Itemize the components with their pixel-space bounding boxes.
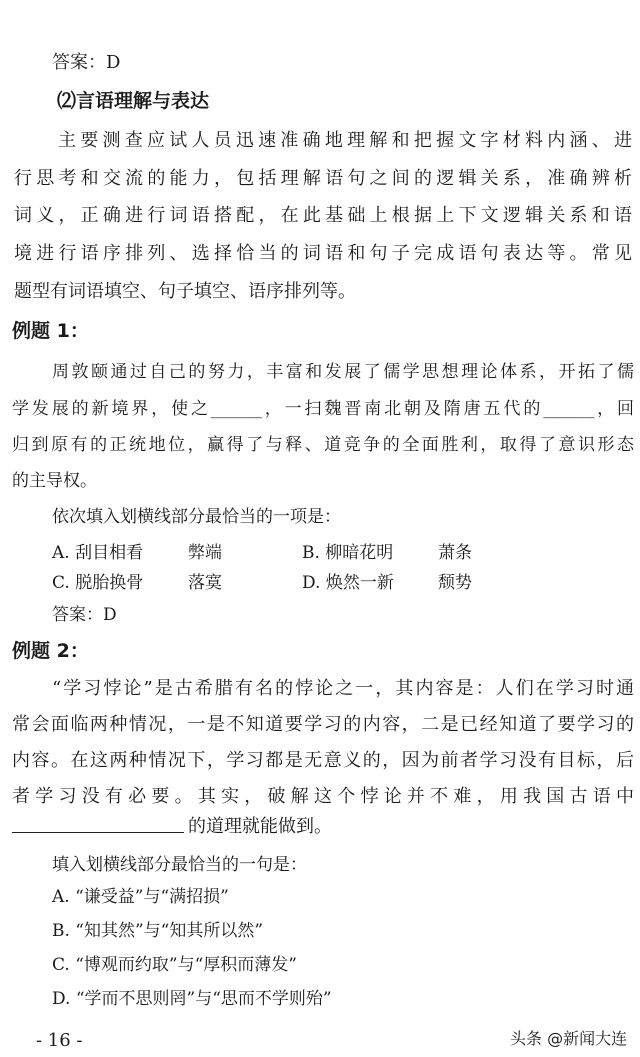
example2-option: D. “学而不思则罔”与“思而不学则殆” — [52, 989, 332, 1009]
option-c-word: 落寞 — [188, 573, 222, 593]
intro-line: 主要测查应试人员迅速准确地理解和把握文字材料内涵、进 — [58, 130, 632, 151]
example2-option: A. “谦受益”与“满招损” — [52, 887, 229, 907]
example2-passage-end: 的道理就能做到。 — [188, 816, 332, 837]
example1-passage-line: 归到原有的正统地位，赢得了与释、道竞争的全面胜利，取得了意识形态 — [12, 435, 634, 455]
option-b-word: 萧条 — [438, 543, 472, 563]
section-heading: ⑵言语理解与表达 — [57, 90, 210, 112]
option-a-word: 弊端 — [188, 543, 222, 563]
page-number: - 16 - — [36, 1030, 83, 1051]
answer-label: 答案：D — [52, 52, 121, 73]
intro-line: 行思考和交流的能力，包括理解语句之间的逻辑关系，准确辨析 — [14, 168, 632, 189]
option-d-word: 颓势 — [438, 573, 472, 593]
example1-title: 例题 1： — [12, 320, 89, 342]
option-d: D. 焕然一新 — [302, 573, 394, 593]
example2-passage-line: “学习悖论”是古希腊有名的悖论之一，其内容是：人们在学习时通 — [52, 678, 634, 699]
example1-passage-line: 周敦颐通过自己的努力，丰富和发展了儒学思想理论体系，开拓了儒 — [52, 362, 634, 382]
example2-option: B. “知其然”与“知其所以然” — [52, 921, 264, 941]
fill-in-blank-line — [12, 832, 184, 833]
example1-passage-line: 的主导权。 — [12, 471, 97, 491]
option-b: B. 柳暗花明 — [302, 543, 394, 563]
example1-passage-line: 学发展的新境界，使之______，一扫魏晋南北朝及隋唐五代的______，回 — [12, 399, 634, 419]
example2-passage-line: 内容。在这两种情况下，学习都是无意义的，因为前者学习没有目标，后 — [12, 750, 634, 771]
example1-question: 依次填入划横线部分最恰当的一项是： — [52, 507, 341, 527]
example2-option: C. “博观而约取”与“厚积而薄发” — [52, 955, 297, 975]
intro-line: 词义，正确进行词语搭配，在此基础上根据上下文逻辑关系和语 — [14, 205, 632, 226]
example2-passage-line: 者学习没有必要。其实，破解这个悖论并不难，用我国古语中 — [12, 786, 634, 807]
example2-question: 填入划横线部分最恰当的一句是： — [52, 855, 307, 875]
option-a: A. 刮目相看 — [52, 543, 144, 563]
example2-passage-line: 常会面临两种情况，一是不知道要学习的内容，二是已经知道了要学习的 — [12, 714, 634, 735]
intro-line: 题型有词语填空、句子填空、语序排列等。 — [14, 281, 356, 302]
option-c: C. 脱胎换骨 — [52, 573, 144, 593]
example2-title: 例题 2： — [12, 640, 89, 662]
intro-line: 境进行语序排列、选择恰当的词语和句子完成语句表达等。常见 — [14, 243, 632, 264]
watermark: 头条 @新闻大连 — [510, 1029, 628, 1048]
example1-answer: 答案：D — [52, 605, 117, 625]
